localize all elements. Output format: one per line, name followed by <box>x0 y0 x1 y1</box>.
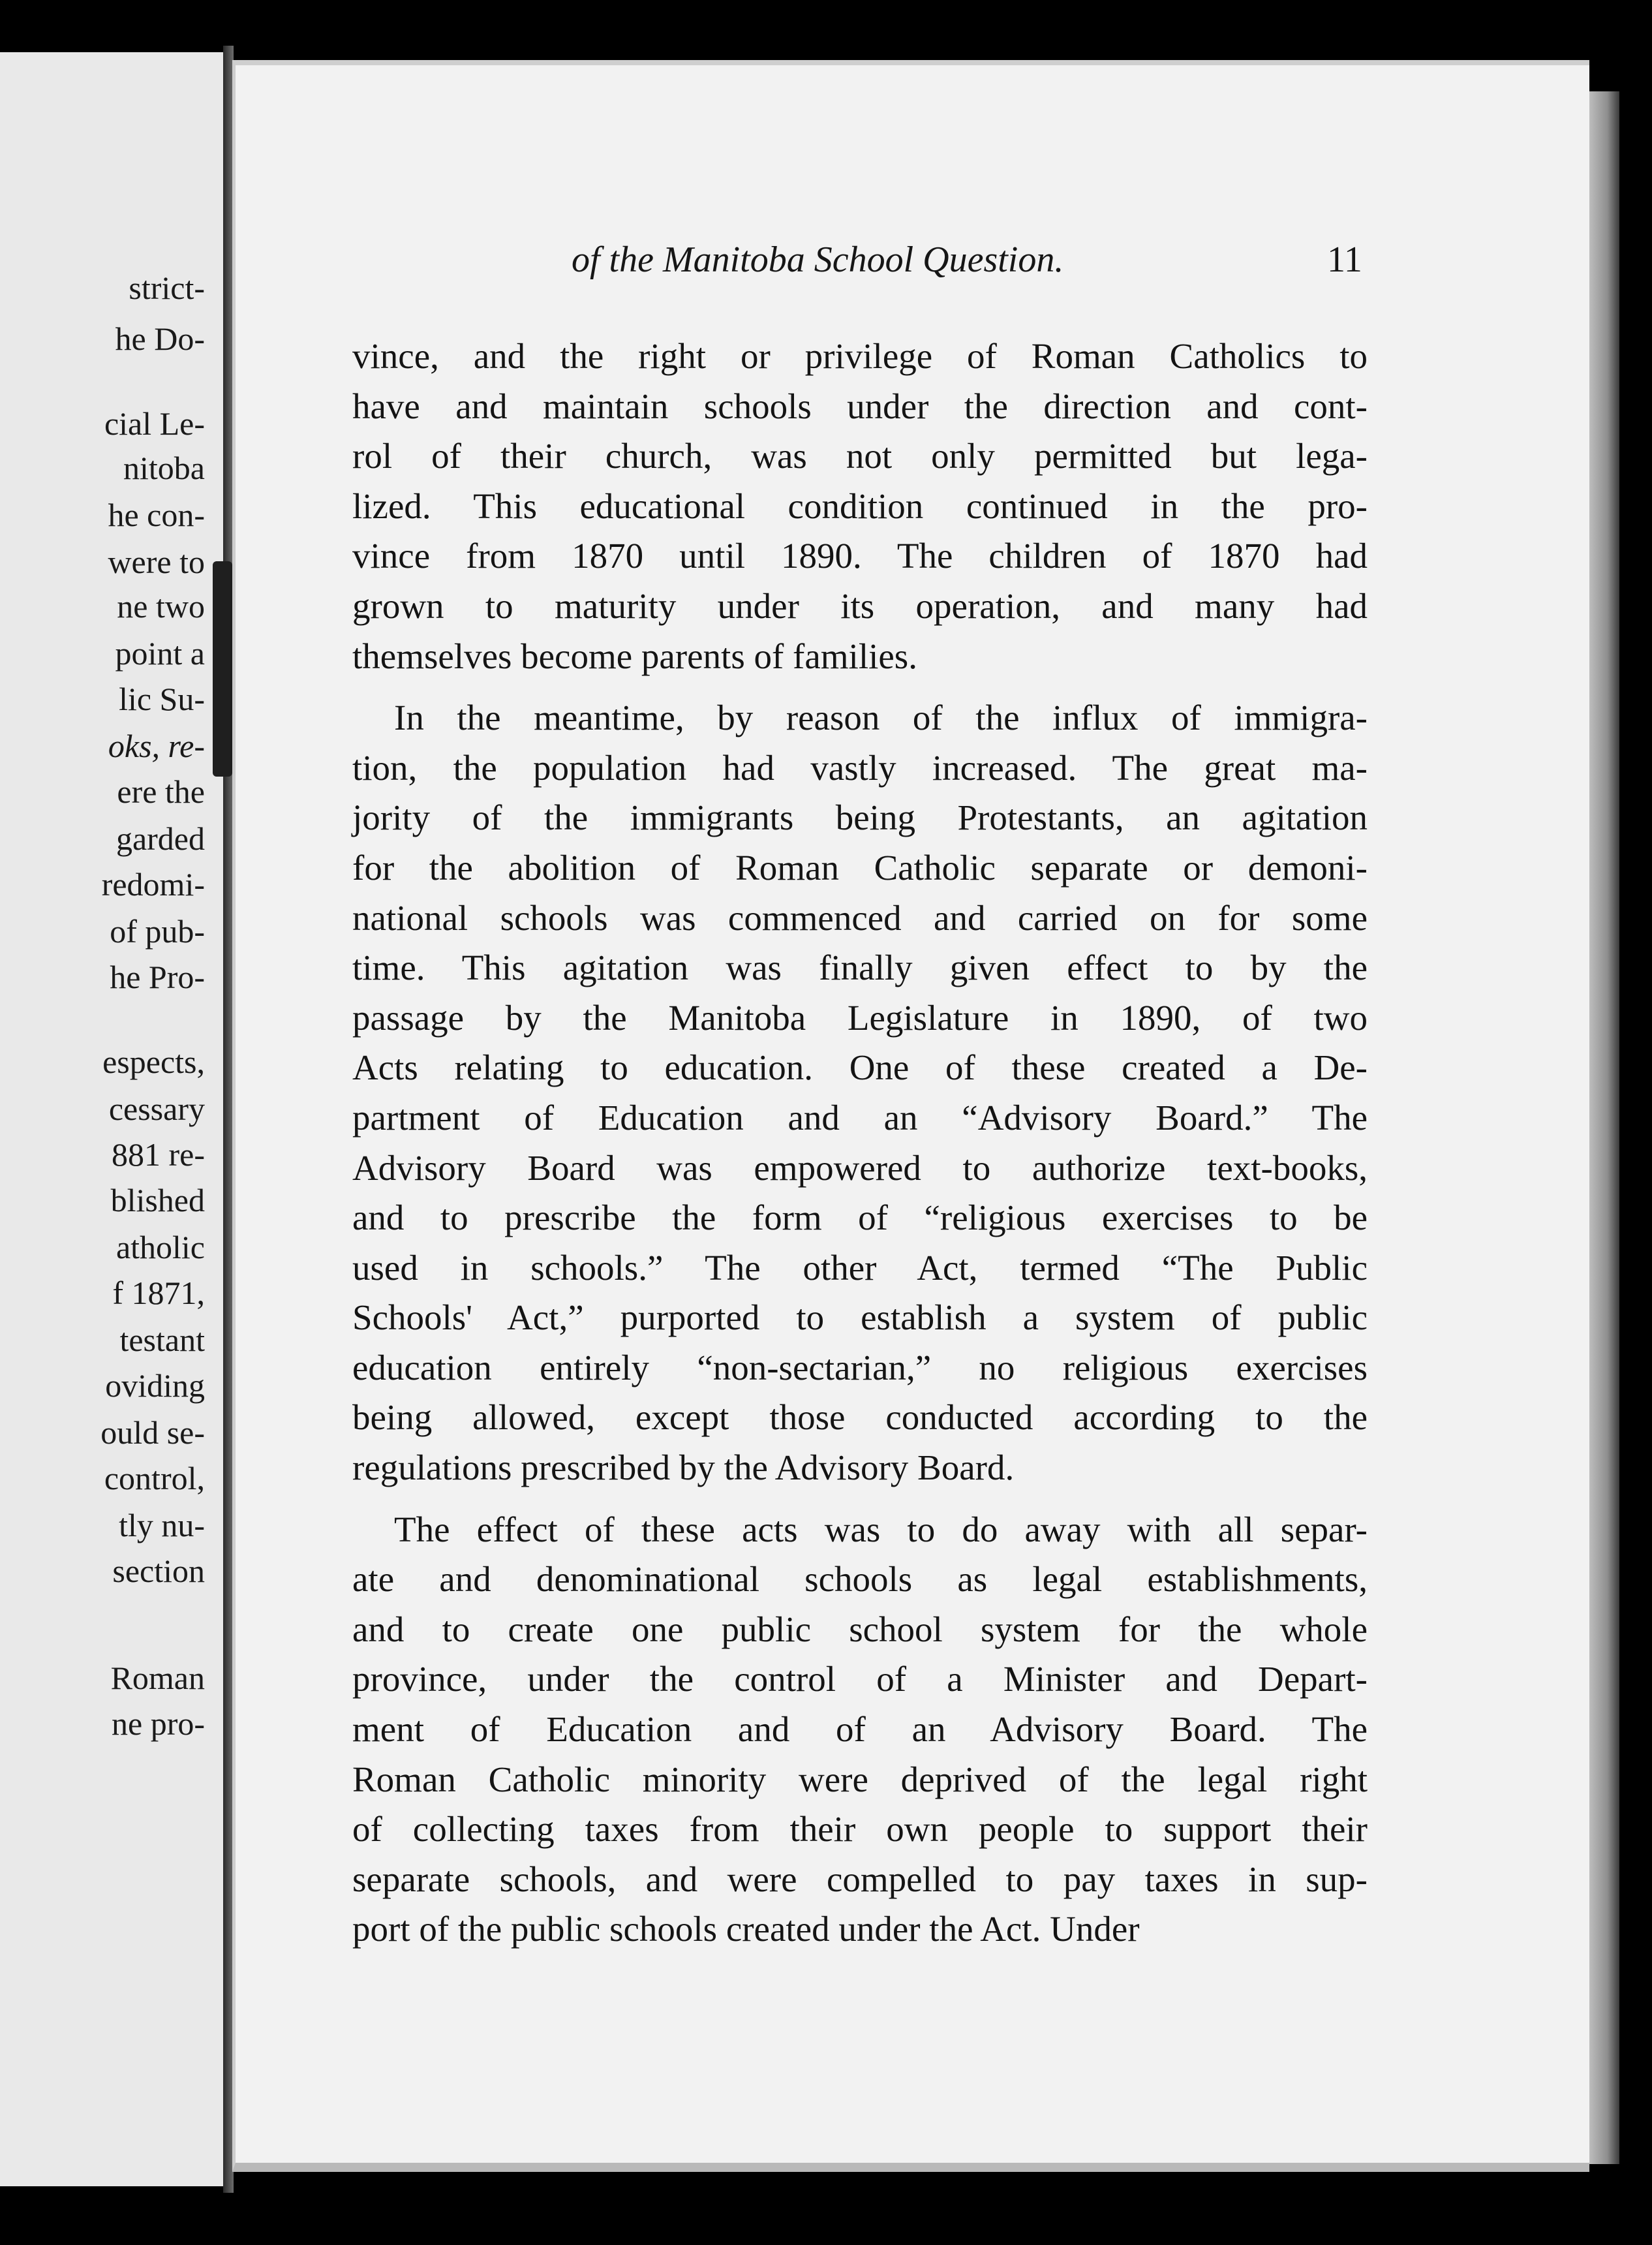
text-line: Advisory Board was empowered to authorize text-books, <box>352 1147 1368 1188</box>
text-line: Acts relating to education. One of these created a De- <box>352 1047 1368 1088</box>
facing-page-line: were to <box>108 544 205 580</box>
facing-page-line: blished <box>110 1182 205 1218</box>
facing-page-line: nitoba <box>123 450 205 486</box>
page-edge <box>1589 91 1619 2164</box>
text-line: being allowed, except those conducted according to the <box>352 1397 1368 1438</box>
paragraph <box>352 332 1368 681</box>
text-line: port of the public schools created under the Act. Under <box>352 1909 1140 1949</box>
page-number: 11 <box>1327 240 1362 280</box>
text-line: vince, and the right or privilege of Roman Catholics to <box>352 336 1368 376</box>
facing-page-line: ere the <box>117 773 205 810</box>
text-line: In the meantime, by reason of the influx of immigra- <box>394 698 1368 738</box>
text-line: separate schools, and were compelled to pay taxes in sup- <box>352 1859 1368 1899</box>
facing-page-line: strict- <box>129 270 205 306</box>
facing-page-line: section <box>112 1553 205 1589</box>
text-line: rol of their church, was not only permitted but lega- <box>352 436 1368 476</box>
text-line: jority of the immigrants being Protestants, an agitation <box>352 797 1368 838</box>
body-text <box>352 332 1368 1955</box>
facing-page-line: garded <box>115 820 205 857</box>
facing-page-line: of pub- <box>110 913 205 950</box>
paragraph <box>352 693 1368 1493</box>
facing-page-line: Roman <box>110 1660 205 1696</box>
facing-page-line: atholic <box>115 1229 205 1265</box>
text-line: of collecting taxes from their own people to support their <box>352 1809 1368 1850</box>
text-line: have and maintain schools under the direction and cont- <box>352 386 1368 426</box>
facing-page-line: ne two <box>117 588 205 625</box>
text-line: lized. This educational condition continued in the pro- <box>352 486 1368 526</box>
facing-page-line: cessary <box>108 1091 205 1127</box>
facing-page-line: ne pro- <box>112 1705 205 1742</box>
facing-page-line: control, <box>104 1460 205 1496</box>
facing-page-line: ould se- <box>100 1414 205 1451</box>
facing-page-line: redomi- <box>101 866 205 903</box>
facing-page-line: espects, <box>102 1044 205 1080</box>
text-line: passage by the Manitoba Legislature in 1890, of two <box>352 997 1368 1038</box>
text-line: tion, the population had vastly increased. The great ma- <box>352 747 1368 788</box>
facing-page-line: he con- <box>108 497 205 533</box>
facing-page-line: point a <box>115 635 205 672</box>
facing-page-line: tly nu- <box>119 1507 205 1543</box>
text-line: and to create one public school system for the whole <box>352 1609 1368 1649</box>
paragraph <box>352 1505 1368 1955</box>
text-line: and to prescribe the form of “religious exercises to be <box>352 1198 1368 1238</box>
facing-page-line: 881 re- <box>112 1136 205 1173</box>
text-line: grown to maturity under its operation, and many had <box>352 585 1368 626</box>
text-line: used in schools.” The other Act, termed “The Public <box>352 1247 1368 1288</box>
facing-page-line: lic Su- <box>119 681 205 717</box>
text-line: partment of Education and an “Advisory Board.” The <box>352 1097 1368 1138</box>
facing-page <box>0 52 227 2186</box>
text-line: regulations prescribed by the Advisory Board. <box>352 1448 1015 1488</box>
text-line: Roman Catholic minority were deprived of the legal right <box>352 1759 1368 1799</box>
text-line: province, under the control of a Minister and Depart- <box>352 1659 1368 1699</box>
binding-thread <box>213 561 232 777</box>
text-line: Schools' Act,” purported to establish a system of public <box>352 1297 1368 1338</box>
text-line: vince from 1870 until 1890. The children of 1870 had <box>352 536 1368 576</box>
facing-page-line: he Do- <box>115 320 205 357</box>
running-head: of the Manitoba School Question. <box>572 240 1064 280</box>
facing-page-line: testant <box>119 1322 205 1358</box>
text-line: time. This agitation was finally given effect to by the <box>352 948 1368 988</box>
text-line: national schools was commenced and carried on for some <box>352 897 1368 938</box>
text-line: ment of Education and of an Advisory Board. The <box>352 1709 1368 1750</box>
facing-page-line: cial Le- <box>104 405 205 442</box>
facing-page-line: oviding <box>105 1367 205 1404</box>
facing-page-line: he Pro- <box>110 959 205 995</box>
text-line: education entirely “non-sectarian,” no religious exercises <box>352 1347 1368 1387</box>
facing-page-line: f 1871, <box>112 1275 205 1311</box>
text-line: ate and denominational schools as legal establishments, <box>352 1559 1368 1600</box>
text-line: themselves become parents of families. <box>352 636 917 676</box>
facing-page-line: oks, re- <box>108 728 205 764</box>
text-line: for the abolition of Roman Catholic separate or demoni- <box>352 847 1368 888</box>
text-line: The effect of these acts was to do away with all separ- <box>394 1509 1368 1549</box>
